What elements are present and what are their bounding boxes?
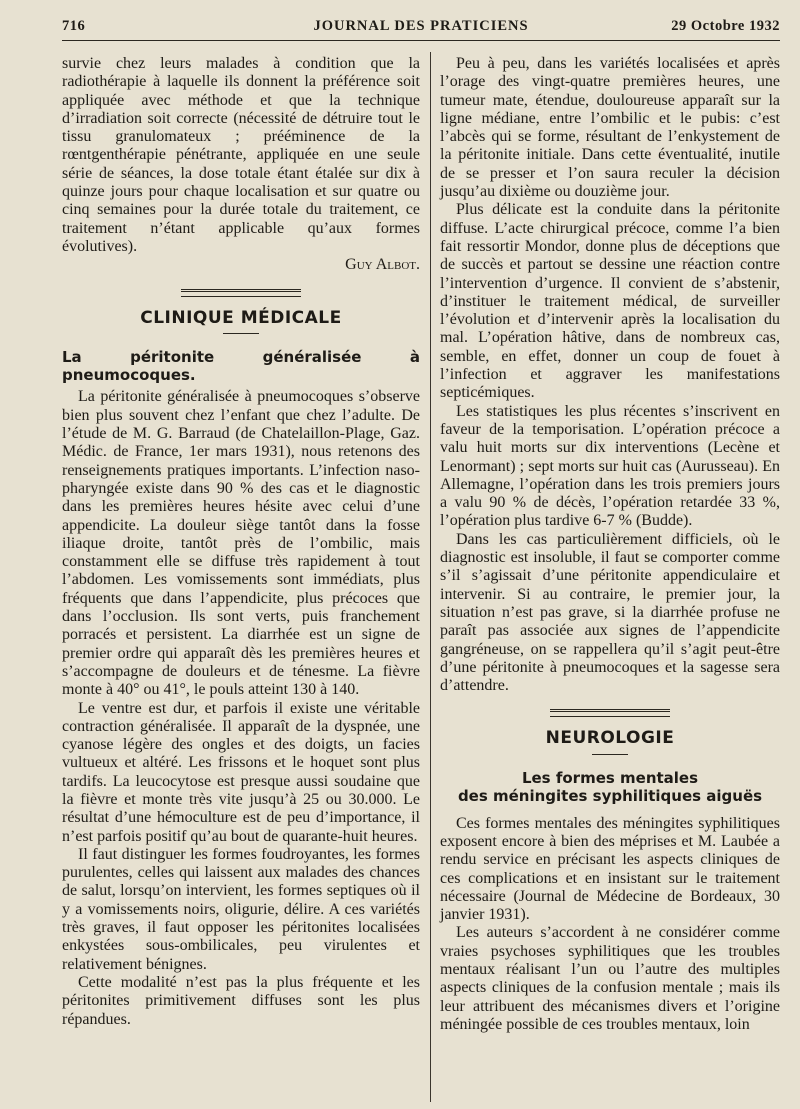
body-paragraph: Cette modalité n’est pas la plus fréquente et les péritonites primitivement diffuses sont les plus répandues. bbox=[62, 973, 420, 1028]
body-paragraph: La péritonite généralisée à pneumocoques s’observe bien plus souvent chez l’enfant que chez l’adulte. De l’étude de M. G. Barraud (de Chatelaillon-Plage, Gaz. Médic. de France, 1er mars 1931), nous retenons des renseignements pratiques importants. L’infection naso-pharyngée existe dans 90 % des cas et le diagnostic dans les premières heures hésite avec celui d’une appendicite. La douleur siège tantôt dans la fosse iliaque droite, tantôt près de l’ombilic, mais constamment elle se diffuse très rapidement à tout l’abdomen. Les vomissements sont immédiats, plus fréquents que dans l’appendicite, plus précoces que dans l’occlusion. Ils sont verts, puis franchement porracés et persistent. La diarrhée est un signe de premier ordre qui apparaît dès les premières heures et s’accompagne de douleurs et de ténesme. La fièvre monte à 40° ou 41°, le pouls atteint 130 à 140. bbox=[62, 388, 420, 699]
continuation-paragraph: survie chez leurs malades à condition que la radiothérapie à laquelle ils donnent la préférence soit appliquée avec méthode et que la technique d’irradiation soit correcte (nécessité de détruire tout le tissu granulomateux ; prééminence de la rœntgenthérapie pénétrante, appliquée en une seule série de séances, la dose totale étant étalée sur dix à quinze jours pour chaque localisation et sur quatre ou cinq semaines pour la durée totale du traitement, ce traitement n’étant applicable qu’aux formes évolutives). bbox=[62, 55, 420, 255]
body-paragraph: Dans les cas particulièrement difficiels, où le diagnostic est insoluble, il faut se comporter comme s’il s’agissait d’une péritonite appendiculaire et intervenir. Si au contraire, le premier jour, la situation n’est pas grave, si la diarrhée profuse ne paraît pas associée aux signes de l’appendicite gangréneuse, on se rappellera qu’il s’agit peut-être d’une péritonite à pneumocoques et la sagesse sera d’attendre. bbox=[440, 530, 780, 695]
journal-title: JOURNAL DES PRATICIENS bbox=[313, 18, 529, 34]
section-heading-neurologie: NEUROLOGIE bbox=[545, 728, 675, 749]
section-rule bbox=[550, 709, 670, 717]
column-divider bbox=[430, 52, 431, 1102]
body-paragraph: Ces formes mentales des méningites syphilitiques exposent encore à bien des méprises et M. Laubée a rendu service en précisant les aspects cliniques de ces complications et en insistant sur le traitement nécessaire (Journal de Médecine de Bordeaux, 30 janvier 1931). bbox=[440, 814, 780, 924]
section-rule bbox=[181, 289, 301, 297]
body-paragraph: Les statistiques les plus récentes s’inscrivent en faveur de la temporisation. L’opération précoce a valu huit morts sur dix interventions (Lecène et Lenormant) ; sept morts sur huit cas (Aurusseau). En Allemagne, l’opération dans les trois premiers jours a valu 90 % de décès, l’opération retardée 33 %, l’opération plus tardive 6-7 % (Budde). bbox=[440, 402, 780, 530]
left-column bbox=[62, 55, 420, 1029]
section-underline bbox=[223, 333, 259, 334]
right-column bbox=[440, 55, 780, 1034]
article-title-formes-mentales bbox=[440, 769, 780, 805]
body-paragraph: Plus délicate est la conduite dans la péritonite diffuse. L’acte chirurgical précoce, comme l’a bien fait ressortir Mondor, donne plus de déceptions que de succès et partout se dessine une réaction contre l’intervention d’urgence. Il convient de s’abstenir, d’instituer le traitement médical, de surveiller l’évolution et d’intervenir après la localisation du mal. L’opération hâtive, dans de nombreux cas, semble, en effet, donner un coup de fouet à l’infection et aggraver les manifestations septicémiques. bbox=[440, 201, 780, 402]
body-paragraph: Peu à peu, dans les variétés localisées et après l’orage des vingt-quatre premières heures, une tumeur mate, étendue, douloureuse apparaît sur la ligne médiane, entre l’ombilic et le pubis: c’est l’abcès qui se forme, résultant de l’enkystement de la péritonite initiale. Dans cette éventualité, inutile de se presser et l’on saura reculer la décision jusqu’au dixième ou douzième jour. bbox=[440, 55, 780, 201]
page-header bbox=[62, 14, 780, 41]
article-title-line: Les formes mentales bbox=[521, 768, 699, 787]
body-paragraph: Les auteurs s’accordent à ne considérer comme vraies psychoses syphilitiques que les troubles mentaux réalisant l’un ou l’autre des multiples aspects cliniques de la confusion mentale ; mais ils leur attribuent des mécanismes divers et l’origine méningée possible de ces troubles mentaux, loin bbox=[440, 924, 780, 1033]
page-number: 716 bbox=[62, 18, 86, 34]
article-title-line: des méningites syphilitiques aiguës bbox=[457, 786, 763, 805]
issue-date: 29 Octobre 1932 bbox=[671, 18, 780, 34]
body-paragraph: Le ventre est dur, et parfois il existe une véritable contraction généralisée. Il apparaît de la dyspnée, une cyanose légère des ongles et des doigts, un facies vultueux et altéré. Les frissons et le hoquet sont plus tardifs. La leucocytose est presque aussi soudaine que la fièvre et monte très vite jusqu’à 25 ou 30.000. Le résultat d’une hémoculture est de peu d’importance, il n’est parfois positif qu’au bout de quarante-huit heures. bbox=[62, 699, 420, 845]
article-title-peritonite: La péritonite généralisée à pneumocoques. bbox=[62, 347, 420, 385]
section-heading-clinique: CLINIQUE MÉDICALE bbox=[140, 307, 342, 328]
body-paragraph: Il faut distinguer les formes foudroyantes, les formes purulentes, celles qui laissent aux malades des chances de salut, lorsqu’on intervient, les formes septiques où il y a vomissements noirs, oligurie, délire. A ces variétés très graves, il faut opposer les péritonites localisées enkystées sous-ombilicales, peu virulentes et relativement bénignes. bbox=[62, 845, 420, 973]
author-signature: Guy Albot. bbox=[345, 256, 420, 274]
section-underline bbox=[592, 754, 628, 755]
